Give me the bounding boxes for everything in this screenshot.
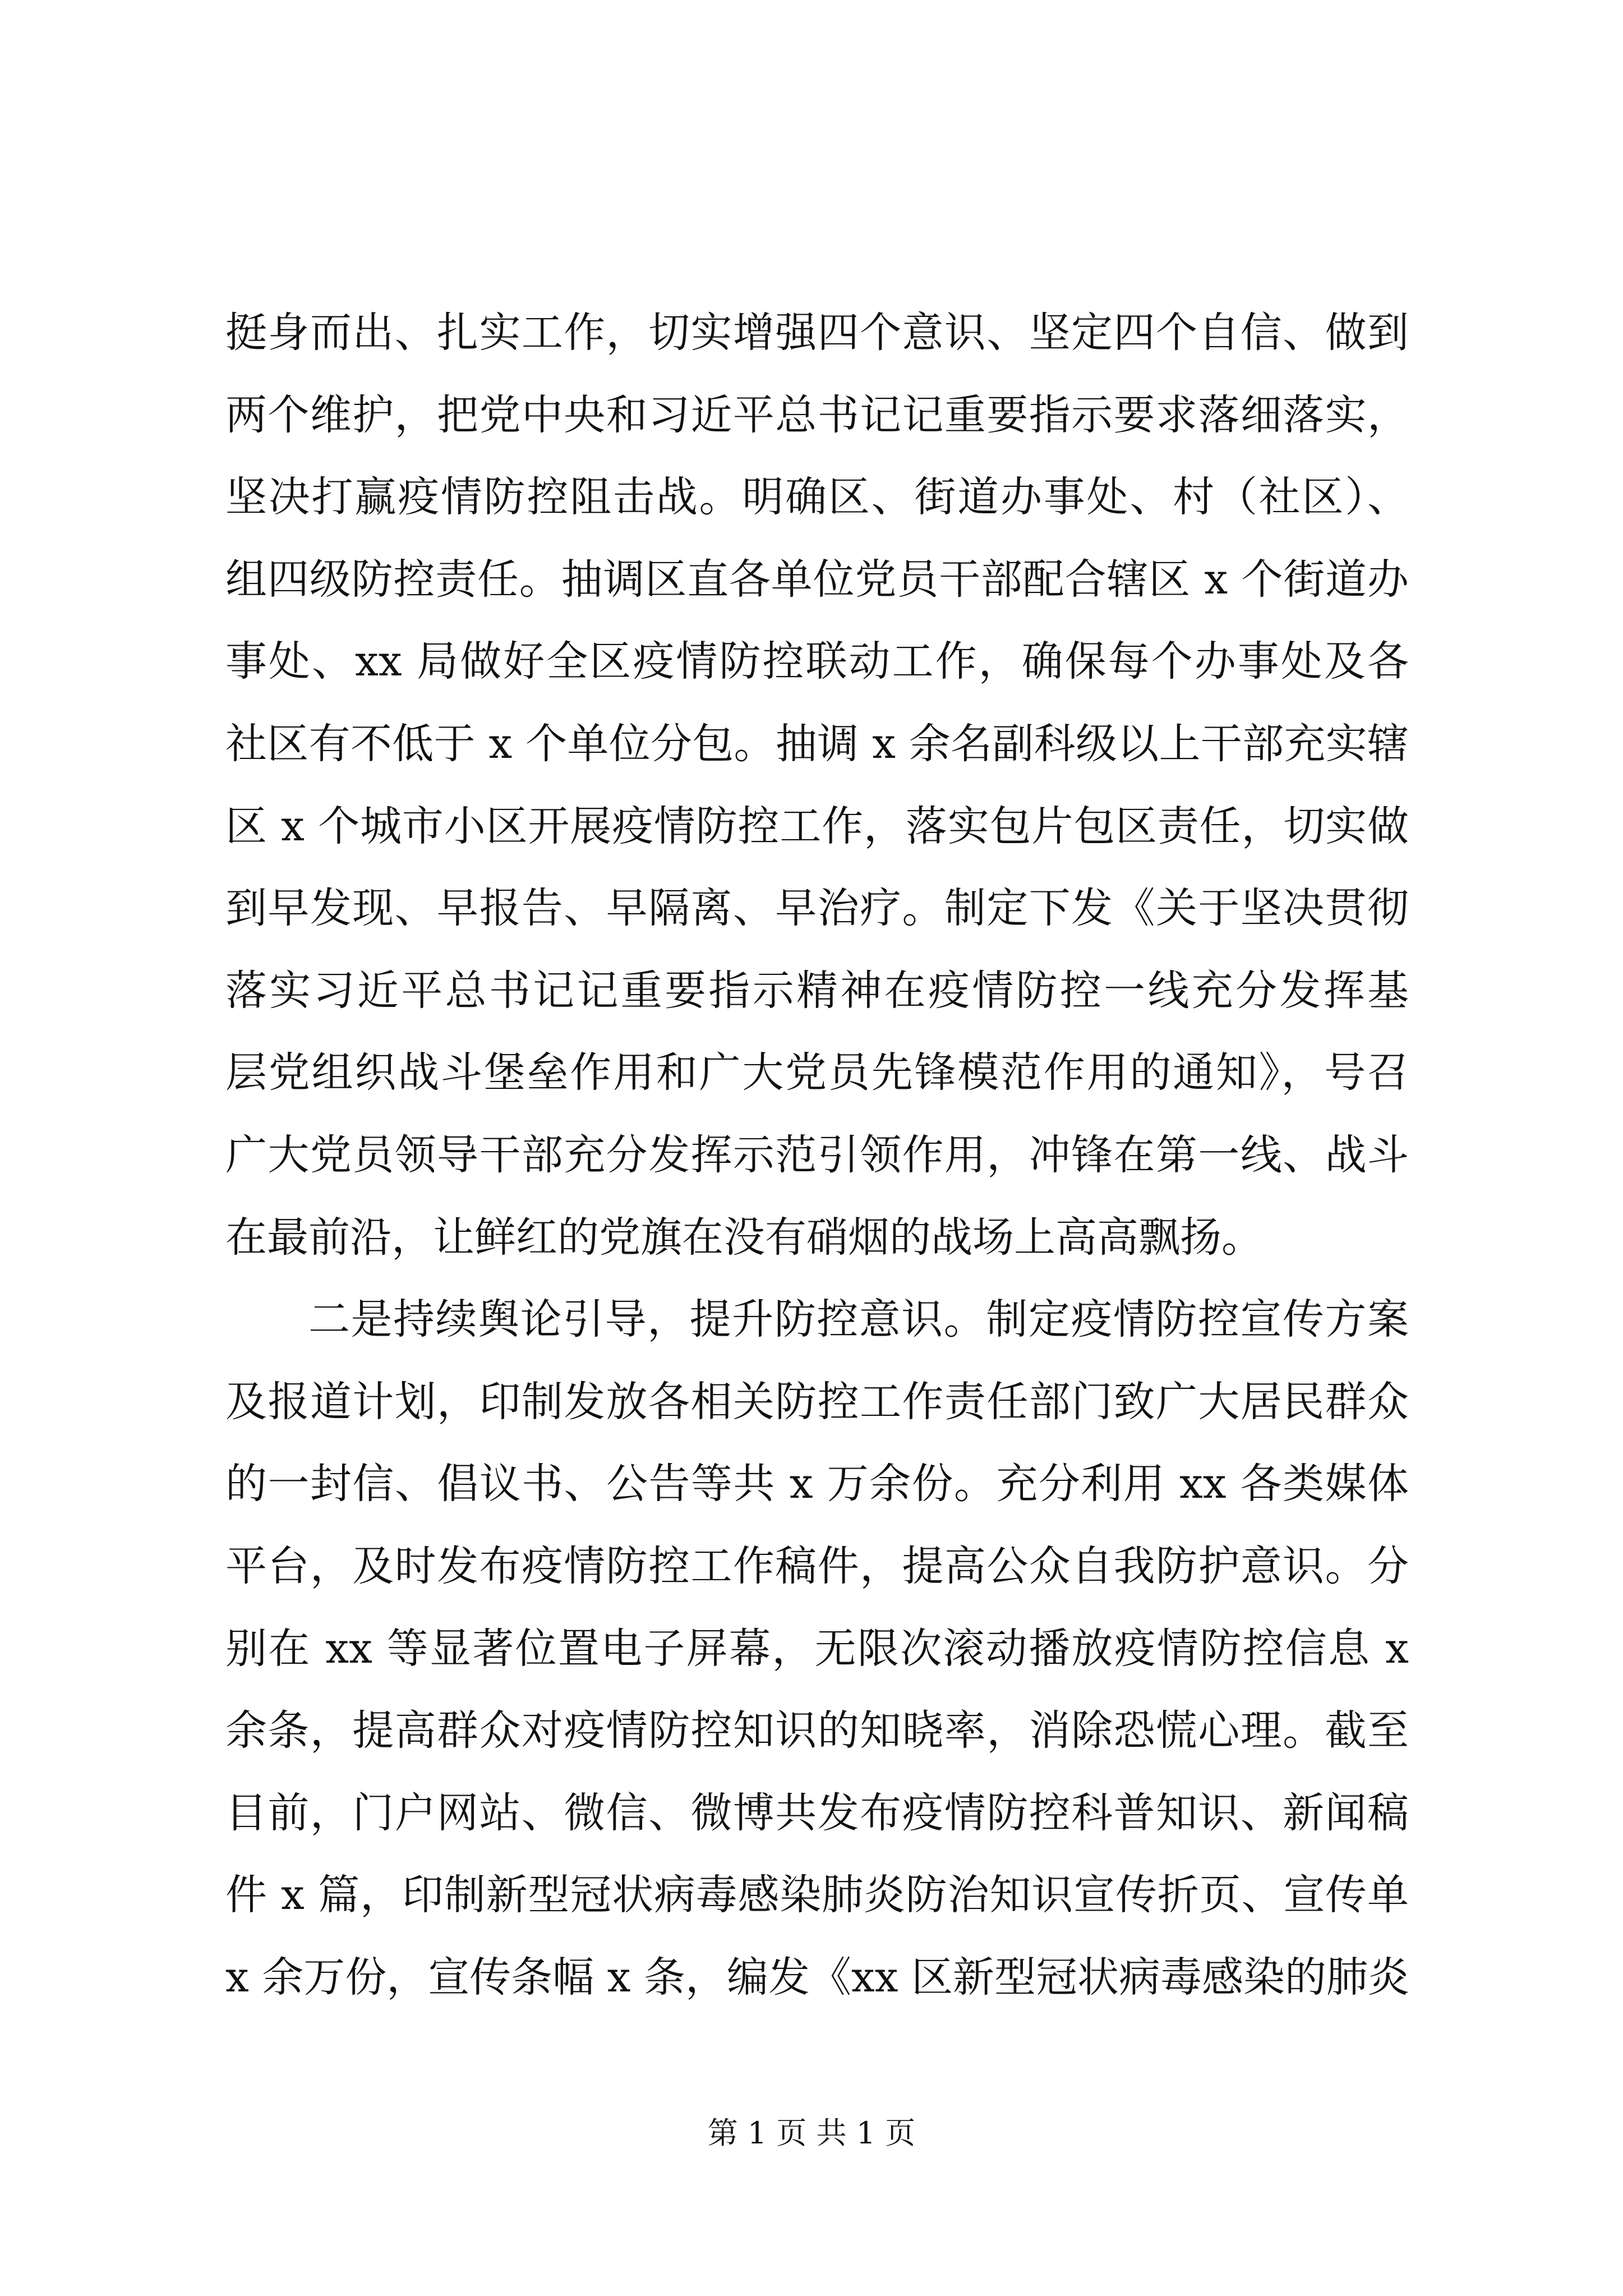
text-line: 落实习近平总书记记重要指示精神在疫情防控一线充分发挥基 [225, 966, 1409, 1015]
text-line: 及报道计划，印制发放各相关防控工作责任部门致广大居民群众 [225, 1377, 1409, 1426]
text-line: x 余万份，宣传条幅 x 条，编发《xx 区新型冠状病毒感染的肺炎 [225, 1953, 1410, 2001]
text-line: 广大党员领导干部充分发挥示范引领作用，冲锋在第一线、战斗 [225, 1130, 1409, 1179]
paragraph-last-line: 在最前沿，让鲜红的党旗在没有硝烟的战场上高高飘扬。 [225, 1213, 1263, 1262]
text-line: 目前，门户网站、微信、微博共发布疫情防控科普知识、新闻稿 [225, 1788, 1409, 1837]
document-body [225, 292, 1409, 2018]
text-line: 坚决打赢疫情防控阻击战。明确区、街道办事处、村（社区）、 [225, 473, 1409, 522]
paragraph-first-line: 二是持续舆论引导，提升防控意识。制定疫情防控宣传方案 [308, 1295, 1409, 1344]
text-line: 区 x 个城市小区开展疫情防控工作，落实包片包区责任，切实做 [225, 802, 1409, 850]
text-line: 组四级防控责任。抽调区直各单位党员干部配合辖区 x 个街道办 [225, 555, 1409, 604]
text-line: 层党组织战斗堡垒作用和广大党员先锋模范作用的通知》，号召 [225, 1048, 1409, 1097]
text-line: 挺身而出、扎实工作，切实增强四个意识、坚定四个自信、做到 [225, 309, 1409, 357]
text-line: 两个维护，把党中央和习近平总书记记重要指示要求落细落实， [225, 390, 1409, 439]
page-footer: 第 1 页 共 1 页 [707, 2115, 916, 2151]
text-line: 事处、xx 局做好全区疫情防控联动工作，确保每个办事处及各 [225, 637, 1409, 686]
text-line: 平台，及时发布疫情防控工作稿件，提高公众自我防护意识。分 [225, 1542, 1409, 1590]
text-line: 件 x 篇，印制新型冠状病毒感染肺炎防治知识宣传折页、宣传单 [225, 1871, 1409, 1920]
text-line: 的一封信、倡议书、公告等共 x 万余份。充分利用 xx 各类媒体 [225, 1460, 1409, 1508]
text-line: 余条，提高群众对疫情防控知识的知晓率，消除恐慌心理。截至 [225, 1706, 1409, 1755]
text-line: 社区有不低于 x 个单位分包。抽调 x 余名副科级以上干部充实辖 [225, 719, 1409, 768]
text-line: 别在 xx 等显著位置电子屏幕，无限次滚动播放疫情防控信息 x [225, 1624, 1409, 1673]
text-line: 到早发现、早报告、早隔离、早治疗。制定下发《关于坚决贯彻 [225, 884, 1409, 933]
